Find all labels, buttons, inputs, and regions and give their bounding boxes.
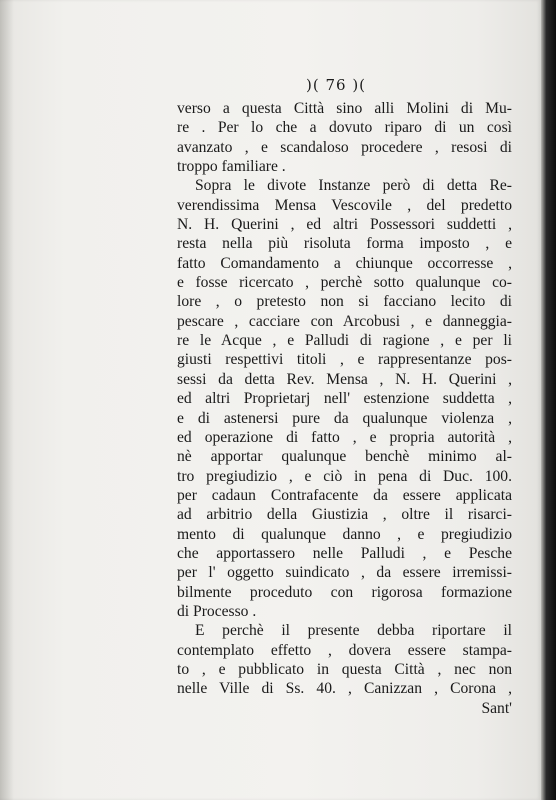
text-line: re . Per lo che a dovuto riparo di un così xyxy=(177,119,512,137)
text-line: troppo familiare . xyxy=(177,158,286,176)
text-line: per l' oggetto suindicato , da essere irremissi- xyxy=(177,564,512,582)
text-line: fatto Comandamento a chiunque occorresse , xyxy=(177,254,512,272)
binding-shadow xyxy=(0,0,14,800)
body-text xyxy=(177,99,512,718)
text-line: verso a questa Città sino alli Molini di Mu- xyxy=(177,100,512,117)
text-line: verendissima Mensa Vescovile , del predetto xyxy=(177,196,512,214)
text-line: re le Acque , e Palludi di ragione , e per li xyxy=(177,332,512,350)
text-line: nelle Ville di Ss. 40. , Canizzan , Corona , xyxy=(177,680,512,698)
text-line: Sant' xyxy=(481,699,512,717)
text-line: che apportassero nelle Palludi , e Pesche xyxy=(177,544,512,562)
text-line: resta nella più risoluta forma imposto , e xyxy=(177,235,512,253)
book-edge xyxy=(541,0,556,800)
text-line: ed operazione di fatto , e propria autorità , xyxy=(177,428,512,446)
text-line: per cadaun Contrafacente da essere applicata xyxy=(177,486,512,504)
text-line: ad arbitrio della Giustizia , oltre il risarci- xyxy=(177,506,512,524)
text-line: lore , o pretesto non si facciano lecito di xyxy=(177,293,512,311)
text-line: mento di qualunque danno , e pregiudizio xyxy=(177,525,512,543)
text-line: contemplato effetto , dovera essere stampa- xyxy=(177,641,512,659)
text-line: to , e pubblicato in questa Città , nec non xyxy=(177,660,512,678)
text-line: sessi da detta Rev. Mensa , N. H. Querini , xyxy=(177,370,512,388)
text-line: Sopra le divote Instanze però di detta Re- xyxy=(195,177,512,195)
text-line: pescare , cacciare con Arcobusi , e danneggia- xyxy=(177,312,512,330)
text-line: N. H. Querini , ed altri Possessori suddetti , xyxy=(177,216,512,234)
text-line: e di astenersi pure da qualunque violenza , xyxy=(177,409,512,427)
text-line: nè apportar qualunque benchè minimo al- xyxy=(177,448,512,466)
text-line: giusti respettivi titoli , e rappresentanze pos- xyxy=(177,351,512,369)
page-number: )( 76 )( xyxy=(306,76,367,94)
text-line: E perchè il presente debba riportare il xyxy=(195,622,512,640)
text-line: tro pregiudizio , e ciò in pena di Duc. 100. xyxy=(177,467,512,485)
text-line: ed altri Proprietarj nell' estenzione suddetta , xyxy=(177,390,512,408)
text-line: e fosse ricercato , perchè sotto qualunque co- xyxy=(177,274,512,292)
text-line: avanzato , e scandaloso procedere , resosi di xyxy=(177,138,512,156)
text-line: di Processo . xyxy=(177,602,257,620)
text-line: bilmente proceduto con rigorosa formazione xyxy=(177,583,512,601)
